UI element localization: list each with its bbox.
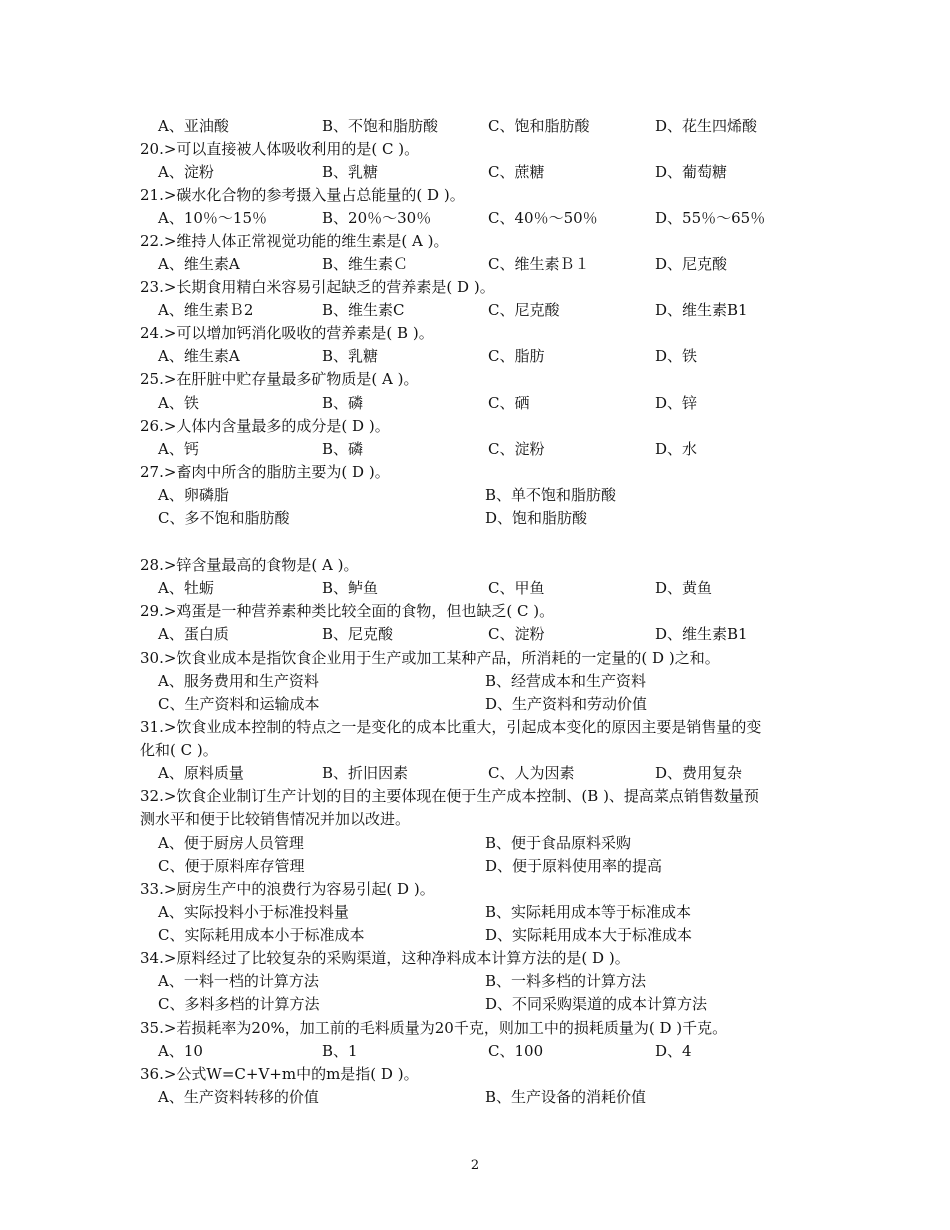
question-text: 32.>饮食企业制订生产计划的目的主要体现在便于生产成本控制、(B )、提高菜点销售数量预 bbox=[140, 787, 759, 805]
answer-option: D、便于原料使用率的提高 bbox=[485, 857, 663, 875]
answer-option: D、尼克酸 bbox=[655, 255, 728, 273]
question-text: 24.>可以增加钙消化吸收的营养素是( B )。 bbox=[140, 324, 434, 342]
answer-option: D、实际耗用成本大于标准成本 bbox=[485, 926, 693, 944]
answer-option: C、蔗糖 bbox=[488, 163, 545, 181]
answer-option: C、脂肪 bbox=[488, 347, 545, 365]
question-text: 23.>长期食用精白米容易引起缺乏的营养素是( D )。 bbox=[140, 278, 495, 296]
answer-option: C、100 bbox=[488, 1042, 544, 1060]
answer-option: C、硒 bbox=[488, 394, 530, 412]
answer-option: C、40％～50％ bbox=[488, 209, 598, 227]
answer-option: C、甲鱼 bbox=[488, 579, 545, 597]
answer-option: B、尼克酸 bbox=[322, 625, 394, 643]
answer-option: A、实际投料小于标准投料量 bbox=[158, 903, 349, 921]
answer-option: B、1 bbox=[322, 1042, 358, 1060]
answer-option: D、黄鱼 bbox=[655, 579, 713, 597]
answer-option: B、乳糖 bbox=[322, 347, 379, 365]
answer-option: A、便于厨房人员管理 bbox=[158, 834, 304, 852]
answer-option: C、人为因素 bbox=[488, 764, 575, 782]
question-text: 20.>可以直接被人体吸收利用的是( C )。 bbox=[140, 140, 420, 158]
question-text: 29.>鸡蛋是一种营养素种类比较全面的食物，但也缺乏( C )。 bbox=[140, 602, 555, 620]
question-text: 测水平和便于比较销售情况并加以改进。 bbox=[140, 810, 411, 828]
answer-option: B、磷 bbox=[322, 394, 364, 412]
answer-option: B、磷 bbox=[322, 440, 364, 458]
answer-option: A、淀粉 bbox=[158, 163, 214, 181]
answer-option: A、卵磷脂 bbox=[158, 486, 229, 504]
question-text: 25.>在肝脏中贮存量最多矿物质是( A )。 bbox=[140, 370, 419, 388]
answer-option: C、淀粉 bbox=[488, 625, 545, 643]
answer-option: B、维生素Ｃ bbox=[322, 255, 409, 273]
answer-option: B、一料多档的计算方法 bbox=[485, 972, 647, 990]
answer-option: C、尼克酸 bbox=[488, 301, 560, 319]
answer-option: D、维生素B1 bbox=[655, 301, 748, 319]
answer-option: A、生产资料转移的价值 bbox=[158, 1088, 319, 1106]
answer-option: A、维生素A bbox=[158, 347, 240, 365]
answer-option: C、生产资料和运输成本 bbox=[158, 695, 320, 713]
answer-option: B、实际耗用成本等于标准成本 bbox=[485, 903, 692, 921]
question-text: 26.>人体内含量最多的成分是( D )。 bbox=[140, 417, 390, 435]
answer-option: D、生产资料和劳动价值 bbox=[485, 695, 648, 713]
question-text: 21.>碳水化合物的参考摄入量占总能量的( D )。 bbox=[140, 186, 465, 204]
answer-option: C、淀粉 bbox=[488, 440, 545, 458]
question-text: 30.>饮食业成本是指饮食企业用于生产或加工某种产品，所消耗的一定量的( D )之和。 bbox=[140, 649, 720, 667]
answer-option: C、实际耗用成本小于标准成本 bbox=[158, 926, 365, 944]
answer-option: A、服务费用和生产资料 bbox=[158, 672, 319, 690]
answer-option: B、不饱和脂肪酸 bbox=[322, 117, 439, 135]
question-text: 36.>公式W=C+V+m中的m是指( D )。 bbox=[140, 1065, 419, 1083]
answer-option: D、铁 bbox=[655, 347, 698, 365]
answer-option: C、维生素Ｂ１ bbox=[488, 255, 590, 273]
answer-option: A、维生素Ｂ2 bbox=[158, 301, 254, 319]
question-text: 22.>维持人体正常视觉功能的维生素是( A )。 bbox=[140, 232, 449, 250]
answer-option: C、多不饱和脂肪酸 bbox=[158, 509, 290, 527]
question-text: 31.>饮食业成本控制的特点之一是变化的成本比重大，引起成本变化的原因主要是销售量的变 bbox=[140, 718, 762, 736]
answer-option: A、维生素A bbox=[158, 255, 240, 273]
answer-option: D、不同采购渠道的成本计算方法 bbox=[485, 995, 708, 1013]
answer-option: D、饱和脂肪酸 bbox=[485, 509, 588, 527]
answer-option: B、经营成本和生产资料 bbox=[485, 672, 647, 690]
answer-option: A、原料质量 bbox=[158, 764, 244, 782]
answer-option: A、铁 bbox=[158, 394, 199, 412]
answer-option: C、便于原料库存管理 bbox=[158, 857, 305, 875]
answer-option: D、维生素B1 bbox=[655, 625, 748, 643]
answer-option: B、20％～30％ bbox=[322, 209, 432, 227]
answer-option: A、一料一档的计算方法 bbox=[158, 972, 319, 990]
answer-option: B、折旧因素 bbox=[322, 764, 409, 782]
question-text: 化和( C )。 bbox=[140, 741, 218, 759]
answer-option: C、多料多档的计算方法 bbox=[158, 995, 320, 1013]
answer-option: D、花生四烯酸 bbox=[655, 117, 758, 135]
answer-option: B、单不饱和脂肪酸 bbox=[485, 486, 617, 504]
answer-option: C、饱和脂肪酸 bbox=[488, 117, 590, 135]
answer-option: B、乳糖 bbox=[322, 163, 379, 181]
answer-option: A、亚油酸 bbox=[158, 117, 229, 135]
question-text: 28.>锌含量最高的食物是( A )。 bbox=[140, 556, 359, 574]
question-text: 35.>若损耗率为20%，加工前的毛料质量为20千克，则加工中的损耗质量为( D )千克。 bbox=[140, 1019, 728, 1037]
answer-option: A、10 bbox=[158, 1042, 203, 1060]
question-text: 34.>原料经过了比较复杂的采购渠道，这种净料成本计算方法的是( D )。 bbox=[140, 949, 630, 967]
answer-option: D、葡萄糖 bbox=[655, 163, 728, 181]
question-text: 33.>厨房生产中的浪费行为容易引起( D )。 bbox=[140, 880, 435, 898]
answer-option: A、牡蛎 bbox=[158, 579, 214, 597]
page-number: 2 bbox=[470, 1158, 480, 1173]
answer-option: D、水 bbox=[655, 440, 698, 458]
answer-option: D、费用复杂 bbox=[655, 764, 743, 782]
question-text: 27.>畜肉中所含的脂肪主要为( D )。 bbox=[140, 463, 390, 481]
answer-option: D、55％～65％ bbox=[655, 209, 766, 227]
answer-option: B、生产设备的消耗价值 bbox=[485, 1088, 647, 1106]
answer-option: B、鲈鱼 bbox=[322, 579, 379, 597]
answer-option: A、蛋白质 bbox=[158, 625, 229, 643]
answer-option: A、10％～15％ bbox=[158, 209, 268, 227]
answer-option: B、便于食品原料采购 bbox=[485, 834, 632, 852]
answer-option: D、锌 bbox=[655, 394, 698, 412]
answer-option: B、维生素C bbox=[322, 301, 405, 319]
answer-option: D、4 bbox=[655, 1042, 692, 1060]
answer-option: A、钙 bbox=[158, 440, 199, 458]
